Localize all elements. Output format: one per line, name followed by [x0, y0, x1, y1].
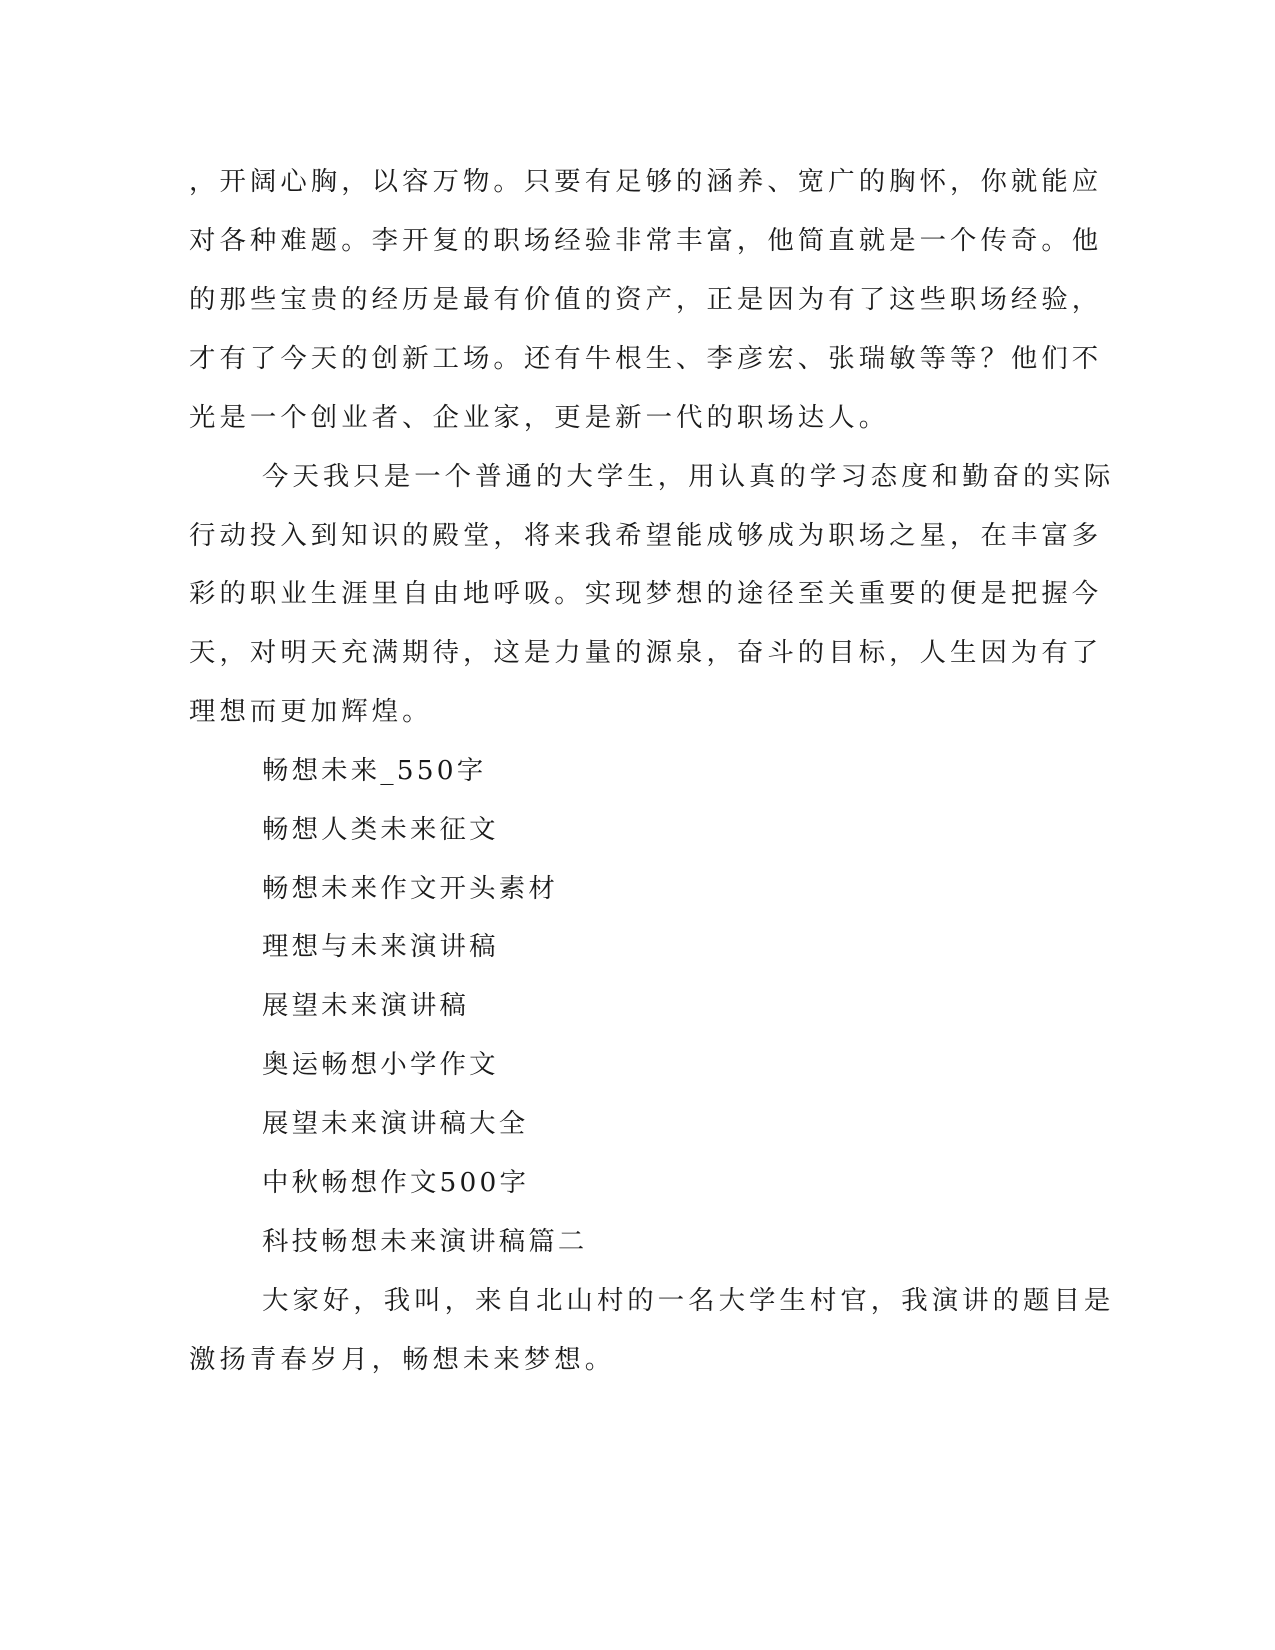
paragraph-2-line-5: 理想而更加辉煌。 — [189, 696, 433, 727]
paragraph-2-line-1: 今天我只是一个普通的大学生，用认真的学习态度和勤奋的实际 — [262, 461, 1115, 492]
paragraph-2-line-4: 天，对明天充满期待，这是力量的源泉，奋斗的目标，人生因为有了 — [189, 637, 1103, 668]
paragraph-2-line-3: 彩的职业生涯里自由地呼吸。实现梦想的途径至关重要的便是把握今 — [189, 578, 1103, 609]
related-title: 展望未来演讲稿大全 — [262, 1108, 529, 1139]
paragraph-1-line-4: 才有了今天的创新工场。还有牛根生、李彦宏、张瑞敏等等？他们不 — [189, 343, 1103, 374]
related-title: 展望未来演讲稿 — [262, 990, 470, 1021]
related-title: 中秋畅想作文500字 — [262, 1167, 530, 1198]
related-title: 理想与未来演讲稿 — [262, 931, 499, 962]
related-title: 畅想未来作文开头素材 — [262, 873, 558, 904]
paragraph-2-line-2: 行动投入到知识的殿堂，将来我希望能成够成为职场之星，在丰富多 — [189, 520, 1103, 551]
related-title: 畅想人类未来征文 — [262, 814, 499, 845]
related-title: 奥运畅想小学作文 — [262, 1049, 499, 1080]
closing-paragraph-line-2: 激扬青春岁月，畅想未来梦想。 — [189, 1344, 616, 1375]
paragraph-1-line-5: 光是一个创业者、企业家，更是新一代的职场达人。 — [189, 402, 890, 433]
related-title: 畅想未来_550字 — [262, 755, 487, 786]
paragraph-1-line-2: 对各种难题。李开复的职场经验非常丰富，他简直就是一个传奇。他 — [189, 225, 1103, 256]
closing-paragraph-line-1: 大家好，我叫，来自北山村的一名大学生村官，我演讲的题目是 — [262, 1285, 1115, 1316]
section-heading: 科技畅想未来演讲稿篇二 — [262, 1226, 588, 1257]
paragraph-1-line-3: 的那些宝贵的经历是最有价值的资产，正是因为有了这些职场经验， — [189, 284, 1103, 315]
paragraph-1-line-1: ，开阔心胸，以容万物。只要有足够的涵养、宽广的胸怀，你就能应 — [189, 166, 1103, 197]
